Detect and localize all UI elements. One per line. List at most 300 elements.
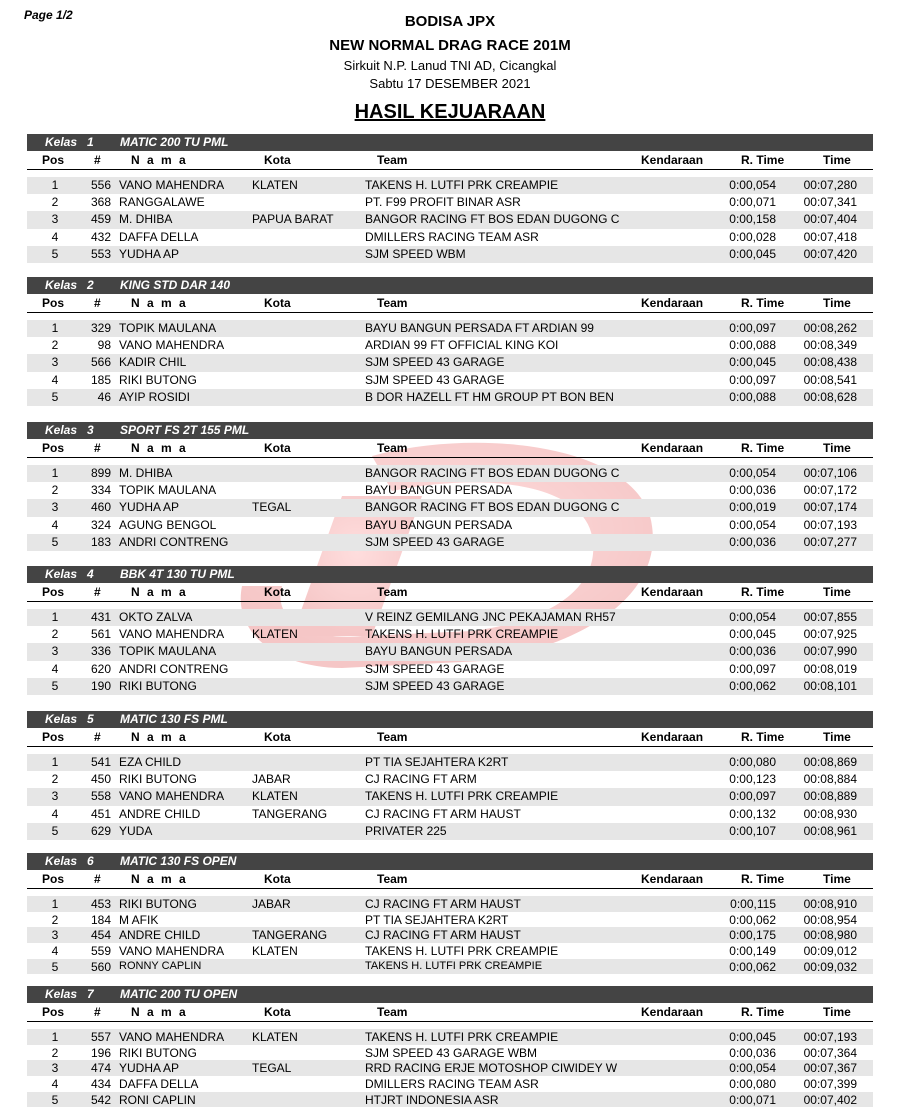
page-title: HASIL KEJUARAAN	[354, 101, 546, 123]
cell-reaction-time: 0:00,054	[729, 178, 776, 192]
cell-time: 00:08,262	[803, 321, 857, 335]
result-row	[27, 211, 873, 228]
page-number: Page 1/2	[24, 8, 73, 22]
cell-time: 00:08,910	[803, 897, 857, 911]
result-row	[27, 389, 873, 406]
cell-time: 00:07,990	[803, 644, 857, 659]
cell-rider-name: EZA CHILD	[119, 755, 182, 769]
cell-reaction-time: 0:00,036	[729, 644, 776, 659]
cell-team: PT TIA SEJAHTERA K2RT	[365, 912, 509, 927]
cell-number: 434	[90, 1077, 111, 1092]
cell-number: 566	[90, 355, 111, 370]
cell-team: CJ RACING FT ARM HAUST	[365, 897, 521, 911]
cell-team: SJM SPEED 43 GARAGE	[365, 661, 505, 676]
cell-reaction-time: 0:00,158	[729, 212, 776, 227]
cell-position: 4	[51, 1077, 59, 1092]
cell-number: 474	[90, 1061, 111, 1076]
cell-reaction-time: 0:00,054	[729, 610, 776, 624]
result-row	[27, 465, 873, 482]
cell-reaction-time: 0:00,123	[729, 772, 776, 787]
result-row	[27, 754, 873, 771]
cell-time: 00:07,364	[803, 1045, 857, 1060]
cell-time: 00:07,193	[803, 517, 857, 532]
class-name: MATIC 200 TU PML	[120, 135, 229, 149]
column-header-no: #	[94, 585, 101, 599]
results-table	[27, 602, 873, 695]
column-header-name: N a m a	[131, 153, 188, 167]
cell-team: V REINZ GEMILANG JNC PEKAJAMAN RH57	[365, 610, 616, 624]
result-row	[27, 806, 873, 823]
result-row	[27, 177, 873, 194]
column-header-rtime: R. Time	[741, 730, 785, 744]
column-header-name: N a m a	[131, 730, 188, 744]
column-header-team: Team	[377, 296, 408, 310]
event-venue: Sirkuit N.P. Lanud TNI AD, Cicangkal	[343, 58, 557, 73]
cell-team: CJ RACING FT ARM HAUST	[365, 806, 521, 821]
cell-time: 00:08,980	[803, 928, 857, 943]
column-header-kota: Kota	[264, 730, 291, 744]
cell-number: 185	[90, 372, 111, 387]
cell-team: BANGOR RACING FT BOS EDAN DUGONG C	[365, 212, 620, 227]
cell-rider-name: YUDA	[119, 823, 153, 838]
result-row	[27, 354, 873, 371]
cell-number: 324	[90, 517, 111, 532]
cell-time: 00:07,277	[803, 534, 857, 549]
result-row	[27, 943, 873, 959]
cell-position: 4	[51, 806, 59, 821]
result-row	[27, 643, 873, 660]
cell-team: TAKENS H. LUTFI PRK CREAMPIE	[365, 178, 559, 192]
cell-time: 00:08,019	[803, 661, 857, 676]
column-header-time: Time	[823, 441, 851, 455]
column-header-rtime: R. Time	[741, 441, 785, 455]
cell-city: KLATEN	[252, 178, 298, 192]
column-header-rtime: R. Time	[741, 872, 785, 886]
cell-position: 3	[51, 355, 59, 370]
column-header-pos: Pos	[42, 1005, 65, 1019]
cell-team: SJM SPEED 43 GARAGE WBM	[365, 1045, 538, 1060]
cell-position: 4	[51, 517, 59, 532]
cell-time: 00:07,399	[803, 1077, 857, 1092]
cell-number: 560	[90, 959, 111, 974]
cell-reaction-time: 0:00,062	[729, 912, 776, 927]
column-header-kendaraan: Kendaraan	[641, 441, 704, 455]
cell-rider-name: YUDHA AP	[119, 246, 180, 261]
class-header-bar	[27, 422, 873, 439]
class-number: 4	[87, 567, 94, 581]
column-header-team: Team	[377, 1005, 408, 1019]
cell-position: 1	[51, 610, 59, 624]
cell-number: 453	[90, 897, 111, 911]
cell-number: 450	[90, 772, 111, 787]
cell-reaction-time: 0:00,019	[729, 500, 776, 515]
result-row	[27, 372, 873, 389]
cell-time: 00:09,012	[803, 944, 857, 959]
cell-position: 5	[51, 1092, 59, 1107]
column-header-no: #	[94, 1005, 101, 1019]
cell-position: 3	[51, 928, 59, 943]
cell-reaction-time: 0:00,036	[729, 534, 776, 549]
column-header-row	[27, 1003, 873, 1022]
class-name: SPORT FS 2T 155 PML	[120, 423, 250, 437]
cell-rider-name: AGUNG BENGOL	[119, 517, 217, 532]
class-header-bar	[27, 986, 873, 1003]
cell-number: 899	[90, 466, 111, 480]
cell-rider-name: DAFFA DELLA	[119, 1077, 199, 1092]
column-header-row	[27, 151, 873, 170]
class-number: 3	[87, 423, 94, 437]
cell-position: 1	[51, 897, 59, 911]
cell-time: 00:08,349	[803, 338, 857, 353]
cell-reaction-time: 0:00,045	[729, 627, 776, 642]
cell-time: 00:08,869	[803, 755, 857, 769]
column-header-kota: Kota	[264, 585, 291, 599]
class-header-bar	[27, 134, 873, 151]
class-section-1	[27, 134, 873, 263]
column-header-row	[27, 728, 873, 747]
cell-team: SJM SPEED WBM	[365, 246, 466, 261]
cell-position: 2	[51, 627, 59, 642]
cell-number: 557	[90, 1030, 111, 1044]
class-name: MATIC 130 FS OPEN	[120, 854, 237, 868]
cell-position: 3	[51, 1061, 59, 1076]
cell-time: 00:07,174	[803, 500, 857, 515]
class-label: Kelas	[45, 987, 78, 1001]
results-table	[27, 313, 873, 406]
column-header-kendaraan: Kendaraan	[641, 872, 704, 886]
column-header-time: Time	[823, 730, 851, 744]
cell-rider-name: TOPIK MAULANA	[119, 321, 217, 335]
result-row	[27, 609, 873, 626]
cell-position: 1	[51, 1030, 59, 1044]
column-header-no: #	[94, 153, 101, 167]
organizer-name: BODISA JPX	[404, 13, 496, 30]
cell-number: 561	[90, 627, 111, 642]
class-header-bar	[27, 277, 873, 294]
cell-time: 00:07,855	[803, 610, 857, 624]
cell-time: 00:08,889	[803, 789, 857, 804]
cell-number: 196	[90, 1045, 111, 1060]
cell-team: TAKENS H. LUTFI PRK CREAMPIE	[365, 1030, 559, 1044]
column-header-pos: Pos	[42, 872, 65, 886]
column-header-pos: Pos	[42, 296, 65, 310]
cell-team: SJM SPEED 43 GARAGE	[365, 355, 505, 370]
cell-reaction-time: 0:00,080	[729, 755, 776, 769]
column-header-name: N a m a	[131, 296, 188, 310]
cell-reaction-time: 0:00,062	[729, 678, 776, 693]
result-row	[27, 823, 873, 840]
cell-number: 368	[90, 195, 111, 210]
cell-rider-name: VANO MAHENDRA	[119, 789, 225, 804]
column-header-name: N a m a	[131, 872, 188, 886]
cell-city: TEGAL	[252, 500, 292, 515]
cell-time: 00:07,402	[803, 1092, 857, 1107]
column-header-time: Time	[823, 153, 851, 167]
cell-time: 00:07,172	[803, 483, 857, 498]
cell-rider-name: VANO MAHENDRA	[119, 1030, 225, 1044]
result-row	[27, 1045, 873, 1061]
class-section-2	[27, 277, 873, 406]
cell-number: 451	[90, 806, 111, 821]
event-date: Sabtu 17 DESEMBER 2021	[369, 76, 531, 91]
cell-time: 00:07,280	[803, 178, 857, 192]
cell-team: TAKENS H. LUTFI PRK CREAMPIE	[365, 959, 543, 972]
cell-team: ARDIAN 99 FT OFFICIAL KING KOI	[365, 338, 559, 353]
cell-position: 5	[51, 823, 59, 838]
cell-number: 542	[90, 1092, 111, 1107]
column-header-time: Time	[823, 296, 851, 310]
column-header-no: #	[94, 441, 101, 455]
cell-position: 2	[51, 912, 59, 927]
cell-city: KLATEN	[252, 627, 298, 642]
cell-position: 3	[51, 500, 59, 515]
cell-time: 00:08,628	[803, 389, 857, 404]
cell-time: 00:08,101	[803, 678, 857, 693]
result-row	[27, 534, 873, 551]
column-header-kota: Kota	[264, 1005, 291, 1019]
result-row	[27, 482, 873, 499]
column-header-kota: Kota	[264, 296, 291, 310]
cell-number: 334	[90, 483, 111, 498]
cell-number: 459	[90, 212, 111, 227]
column-header-rtime: R. Time	[741, 585, 785, 599]
cell-position: 5	[51, 678, 59, 693]
result-row	[27, 246, 873, 263]
cell-rider-name: M. DHIBA	[119, 466, 173, 480]
column-header-kendaraan: Kendaraan	[641, 585, 704, 599]
class-number: 1	[87, 135, 94, 149]
result-row	[27, 896, 873, 912]
class-name: BBK 4T 130 TU PML	[120, 567, 235, 581]
column-header-row	[27, 439, 873, 458]
column-header-name: N a m a	[131, 585, 188, 599]
cell-position: 4	[51, 944, 59, 959]
cell-number: 432	[90, 229, 111, 244]
cell-rider-name: RANGGALAWE	[119, 195, 205, 210]
cell-city: JABAR	[252, 897, 291, 911]
result-row	[27, 229, 873, 246]
cell-city: TANGERANG	[252, 806, 328, 821]
cell-rider-name: KADIR CHIL	[119, 355, 187, 370]
cell-team: PRIVATER 225	[365, 823, 447, 838]
column-header-kota: Kota	[264, 441, 291, 455]
column-header-team: Team	[377, 585, 408, 599]
cell-position: 2	[51, 338, 59, 353]
cell-position: 5	[51, 534, 59, 549]
cell-position: 4	[51, 661, 59, 676]
cell-reaction-time: 0:00,071	[729, 1092, 776, 1107]
cell-reaction-time: 0:00,149	[729, 944, 776, 959]
cell-position: 3	[51, 644, 59, 659]
cell-city: KLATEN	[252, 944, 298, 959]
cell-time: 00:08,954	[803, 912, 857, 927]
cell-position: 2	[51, 195, 59, 210]
cell-rider-name: VANO MAHENDRA	[119, 944, 225, 959]
cell-rider-name: VANO MAHENDRA	[119, 338, 225, 353]
result-row	[27, 1076, 873, 1092]
cell-team: B DOR HAZELL FT HM GROUP PT BON BEN	[365, 389, 614, 404]
cell-reaction-time: 0:00,097	[729, 372, 776, 387]
cell-team: CJ RACING FT ARM	[365, 772, 477, 787]
class-label: Kelas	[45, 712, 78, 726]
column-header-no: #	[94, 730, 101, 744]
column-header-time: Time	[823, 1005, 851, 1019]
class-number: 6	[87, 854, 94, 868]
class-header-bar	[27, 711, 873, 728]
cell-rider-name: YUDHA AP	[119, 1061, 180, 1076]
class-label: Kelas	[45, 854, 78, 868]
cell-position: 5	[51, 246, 59, 261]
cell-team: PT. F99 PROFIT BINAR ASR	[365, 195, 521, 210]
cell-team: PT TIA SEJAHTERA K2RT	[365, 755, 509, 769]
column-header-pos: Pos	[42, 441, 65, 455]
cell-reaction-time: 0:00,062	[729, 959, 776, 974]
column-header-rtime: R. Time	[741, 296, 785, 310]
column-header-row	[27, 583, 873, 602]
class-label: Kelas	[45, 135, 78, 149]
cell-reaction-time: 0:00,045	[729, 1030, 776, 1044]
cell-number: 553	[90, 246, 111, 261]
cell-rider-name: ANDRI CONTRENG	[119, 661, 229, 676]
cell-rider-name: YUDHA AP	[119, 500, 180, 515]
column-header-kota: Kota	[264, 153, 291, 167]
cell-reaction-time: 0:00,088	[729, 389, 776, 404]
cell-position: 1	[51, 755, 59, 769]
column-header-rtime: R. Time	[741, 153, 785, 167]
cell-time: 00:08,961	[803, 823, 857, 838]
result-row	[27, 499, 873, 516]
cell-team: SJM SPEED 43 GARAGE	[365, 678, 505, 693]
class-section-7	[27, 986, 873, 1107]
cell-position: 1	[51, 466, 59, 480]
cell-team: SJM SPEED 43 GARAGE	[365, 534, 505, 549]
result-row	[27, 771, 873, 788]
column-header-team: Team	[377, 153, 408, 167]
result-row	[27, 1092, 873, 1108]
column-header-no: #	[94, 296, 101, 310]
column-header-no: #	[94, 872, 101, 886]
cell-rider-name: AYIP ROSIDI	[119, 389, 190, 404]
cell-number: 184	[90, 912, 111, 927]
cell-time: 00:07,341	[803, 195, 857, 210]
column-header-pos: Pos	[42, 585, 65, 599]
cell-reaction-time: 0:00,175	[729, 928, 776, 943]
cell-number: 336	[90, 644, 111, 659]
class-number: 5	[87, 712, 94, 726]
cell-reaction-time: 0:00,045	[729, 246, 776, 261]
cell-rider-name: RONNY CAPLIN	[119, 959, 202, 972]
column-header-kendaraan: Kendaraan	[641, 296, 704, 310]
cell-number: 558	[90, 789, 111, 804]
column-header-team: Team	[377, 872, 408, 886]
cell-city: PAPUA BARAT	[252, 212, 334, 227]
result-row	[27, 788, 873, 805]
column-header-rtime: R. Time	[741, 1005, 785, 1019]
class-section-6	[27, 853, 873, 974]
cell-reaction-time: 0:00,097	[729, 321, 776, 335]
result-row	[27, 517, 873, 534]
cell-position: 4	[51, 229, 59, 244]
cell-reaction-time: 0:00,115	[730, 897, 776, 911]
cell-number: 541	[90, 755, 111, 769]
cell-position: 3	[51, 789, 59, 804]
cell-time: 00:07,106	[803, 466, 857, 480]
cell-reaction-time: 0:00,071	[729, 195, 776, 210]
cell-number: 629	[90, 823, 111, 838]
result-row	[27, 337, 873, 354]
cell-team: TAKENS H. LUTFI PRK CREAMPIE	[365, 627, 559, 642]
column-header-kota: Kota	[264, 872, 291, 886]
cell-time: 00:07,367	[803, 1061, 857, 1076]
cell-reaction-time: 0:00,088	[729, 338, 776, 353]
cell-team: BANGOR RACING FT BOS EDAN DUGONG C	[365, 466, 620, 480]
column-header-row	[27, 294, 873, 313]
result-row	[27, 959, 873, 975]
column-header-pos: Pos	[42, 153, 65, 167]
results-table	[27, 170, 873, 263]
cell-team: BAYU BANGUN PERSADA FT ARDIAN 99	[365, 321, 594, 335]
cell-team: TAKENS H. LUTFI PRK CREAMPIE	[365, 944, 559, 959]
cell-rider-name: RIKI BUTONG	[119, 1045, 197, 1060]
column-header-team: Team	[377, 730, 408, 744]
cell-time: 00:08,541	[803, 372, 857, 387]
cell-rider-name: RONI CAPLIN	[119, 1092, 196, 1107]
cell-time: 00:07,418	[803, 229, 857, 244]
cell-team: TAKENS H. LUTFI PRK CREAMPIE	[365, 789, 559, 804]
cell-reaction-time: 0:00,097	[729, 661, 776, 676]
cell-reaction-time: 0:00,045	[729, 355, 776, 370]
cell-number: 559	[90, 944, 111, 959]
cell-reaction-time: 0:00,097	[729, 789, 776, 804]
cell-time: 00:08,930	[803, 806, 857, 821]
results-table	[27, 747, 873, 840]
cell-position: 2	[51, 1045, 59, 1060]
column-header-time: Time	[823, 872, 851, 886]
cell-number: 190	[90, 678, 111, 693]
cell-number: 556	[90, 178, 111, 192]
result-row	[27, 1060, 873, 1076]
cell-reaction-time: 0:00,107	[729, 823, 776, 838]
cell-rider-name: RIKI BUTONG	[119, 772, 197, 787]
column-header-kendaraan: Kendaraan	[641, 153, 704, 167]
cell-rider-name: RIKI BUTONG	[119, 678, 197, 693]
cell-number: 329	[90, 321, 111, 335]
class-section-3	[27, 422, 873, 551]
cell-number: 620	[90, 661, 111, 676]
cell-team: BAYU BANGUN PERSADA	[365, 644, 513, 659]
class-label: Kelas	[45, 567, 78, 581]
class-header-bar	[27, 853, 873, 870]
column-header-name: N a m a	[131, 1005, 188, 1019]
cell-reaction-time: 0:00,132	[729, 806, 776, 821]
result-row	[27, 626, 873, 643]
cell-reaction-time: 0:00,080	[729, 1077, 776, 1092]
cell-position: 3	[51, 212, 59, 227]
cell-time: 00:07,420	[803, 246, 857, 261]
cell-time: 00:07,193	[803, 1030, 857, 1044]
result-row	[27, 678, 873, 695]
cell-reaction-time: 0:00,054	[729, 517, 776, 532]
cell-city: KLATEN	[252, 1030, 298, 1044]
results-table	[27, 889, 873, 974]
cell-team: CJ RACING FT ARM HAUST	[365, 928, 521, 943]
column-header-pos: Pos	[42, 730, 65, 744]
cell-rider-name: TOPIK MAULANA	[119, 483, 217, 498]
cell-reaction-time: 0:00,036	[729, 1045, 776, 1060]
cell-rider-name: DAFFA DELLA	[119, 229, 199, 244]
cell-number: 183	[90, 534, 111, 549]
cell-city: TEGAL	[252, 1061, 292, 1076]
